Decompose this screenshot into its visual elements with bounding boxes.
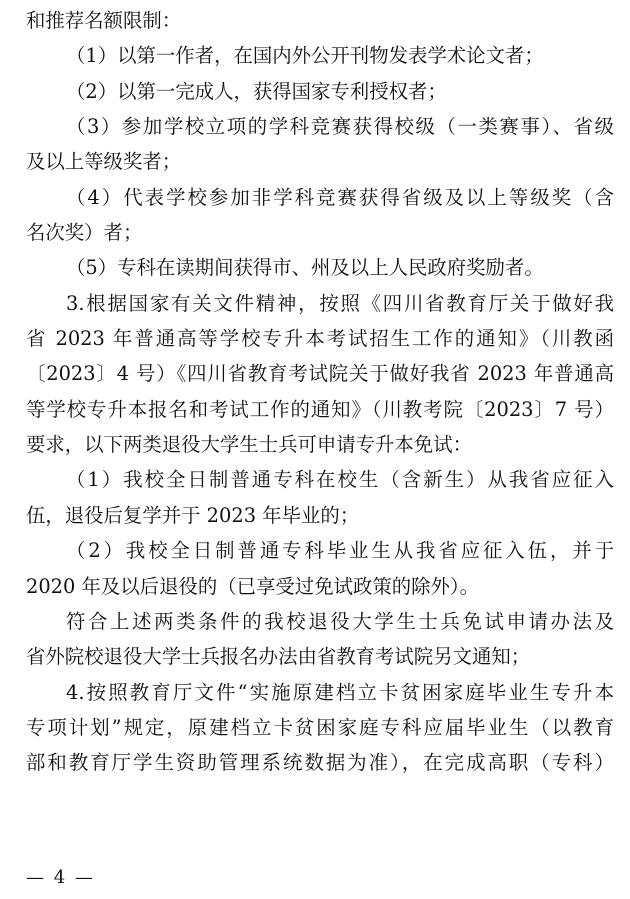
- list-item: （3）参加学校立项的学科竞赛获得校级（一类赛事）、省级: [66, 115, 614, 139]
- list-item: （1）我校全日制普通专科在校生（含新生）从我省应征入: [66, 468, 614, 492]
- document-body: [26, 8, 614, 786]
- text-line: 名次奖）者；: [26, 221, 143, 245]
- list-item: （2）我校全日制普通专科毕业生从我省应征入伍，并于: [66, 539, 614, 563]
- list-item: （5）专科在读期间获得市、州及以上人民政府奖励者。: [66, 256, 544, 280]
- text-line: 部和教育厅学生资助管理系统数据为准），在完成高职（专科）: [26, 751, 614, 775]
- paragraph-line: 4.按照教育厅文件“实施原建档立卡贫困家庭毕业生专升本: [66, 680, 614, 704]
- text-line: 省 2023 年普通高等学校专升本考试招生工作的通知》（川教函: [26, 327, 614, 351]
- text-line: 和推荐名额限制：: [26, 9, 182, 32]
- text-line: 伍，退役后复学并于 2023 年毕业的；: [26, 503, 360, 527]
- paragraph-line: 3.根据国家有关文件精神，按照《四川省教育厅关于做好我: [66, 291, 614, 315]
- text-line: 及以上等级奖者；: [26, 150, 182, 174]
- text-line: 2020 年及以后退役的（已享受过免试政策的除外）。: [26, 574, 480, 598]
- text-line: 省外院校退役大学士兵报名办法由省教育考试院另文通知；: [26, 645, 531, 669]
- text-line: 要求，以下两类退役大学生士兵可申请专升本免试：: [26, 433, 472, 457]
- list-item: （2）以第一完成人，获得国家专利授权者；: [66, 79, 447, 103]
- text-line: 专项计划”规定，原建档立卡贫困家庭专科应届毕业生（以教育: [26, 715, 614, 739]
- page-number: — 4 —: [26, 867, 95, 888]
- text-line: 〔2023〕4 号）《四川省教育考试院关于做好我省 2023 年普通高: [26, 362, 614, 386]
- paragraph-line: 符合上述两类条件的我校退役大学生士兵免试申请办法及: [66, 609, 614, 633]
- list-item: （1）以第一作者，在国内外公开刊物发表学术论文者；: [66, 44, 544, 68]
- list-item: （4）代表学校参加非学科竞赛获得省级及以上等级奖（含: [66, 185, 614, 209]
- text-line: 等学校专升本报名和考试工作的通知》（川教考院〔2023〕7 号）: [26, 397, 614, 421]
